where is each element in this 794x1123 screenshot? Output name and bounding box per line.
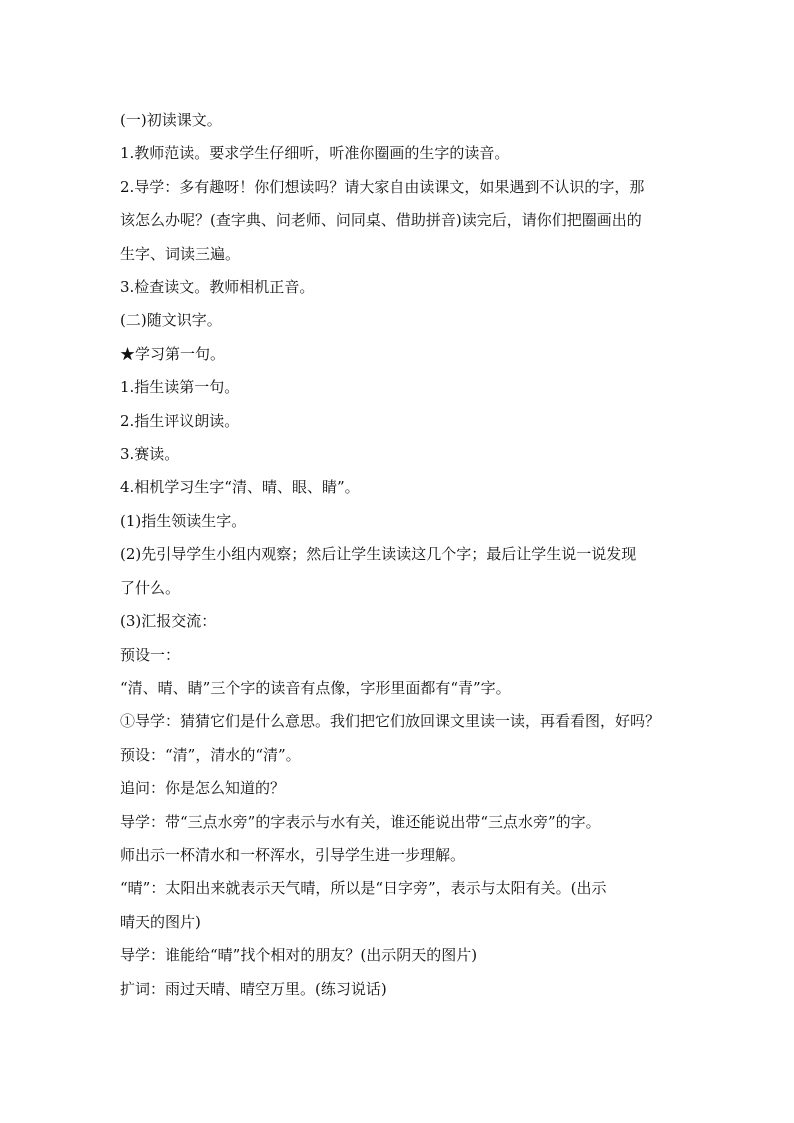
text-line: 3.赛读。 bbox=[120, 445, 180, 464]
text-line: 3.检查读文。教师相机正音。 bbox=[120, 278, 315, 297]
text-line: 导学：谁能给“晴”找个相对的朋友？(出示阴天的图片) bbox=[120, 946, 478, 965]
text-line: 2.导学：多有趣呀！你们想读吗？请大家自由读课文，如果遇到不认识的字，那 bbox=[120, 177, 645, 196]
text-line: 导学：带“三点水旁”的字表示与水有关，谁还能说出带“三点水旁”的字。 bbox=[120, 812, 601, 831]
text-line: 扩词：雨过天晴、晴空万里。(练习说话) bbox=[120, 979, 387, 998]
text-line: (一)初读课文。 bbox=[120, 111, 222, 129]
text-line: 生字、词读三遍。 bbox=[120, 244, 241, 263]
text-line: 晴天的图片) bbox=[120, 912, 201, 931]
text-line: 4.相机学习生字“清、晴、眼、睛”。 bbox=[120, 478, 360, 497]
text-line: 2.指生评议朗读。 bbox=[120, 411, 240, 430]
text-line: 1.指生读第一句。 bbox=[120, 378, 240, 397]
text-line: (3)汇报交流： bbox=[120, 612, 217, 631]
text-line: (1)指生领读生字。 bbox=[120, 511, 247, 530]
text-line: 该怎么办呢？(查字典、问老师、问同桌、借助拼音)读完后，请你们把圈画出的 bbox=[120, 211, 642, 230]
text-line: 预设：“清”，清水的“清”。 bbox=[120, 745, 301, 764]
text-line: 预设一： bbox=[120, 645, 181, 664]
text-line: 师出示一杯清水和一杯浑水，引导学生进一步理解。 bbox=[120, 845, 466, 864]
text-line: (2)先引导学生小组内观察；然后让学生读读这几个字；最后让学生说一说发现 bbox=[120, 545, 637, 564]
text-line: “清、晴、睛”三个字的读音有点像，字形里面都有“青”字。 bbox=[120, 678, 511, 697]
text-line: 了什么。 bbox=[120, 578, 181, 597]
text-line: (二)随文识字。 bbox=[120, 311, 222, 330]
text-line: “晴”：太阳出来就表示天气晴，所以是“日字旁”，表示与太阳有关。(出示 bbox=[120, 879, 607, 898]
text-line: ★学习第一句。 bbox=[120, 344, 226, 363]
text-line: 追问：你是怎么知道的？ bbox=[120, 779, 286, 798]
text-line: ①导学：猜猜它们是什么意思。我们把它们放回课文里读一读，再看看图，好吗？ bbox=[120, 712, 661, 731]
text-line: 1.教师范读。要求学生仔细听，听准你圈画的生字的读音。 bbox=[120, 144, 510, 163]
